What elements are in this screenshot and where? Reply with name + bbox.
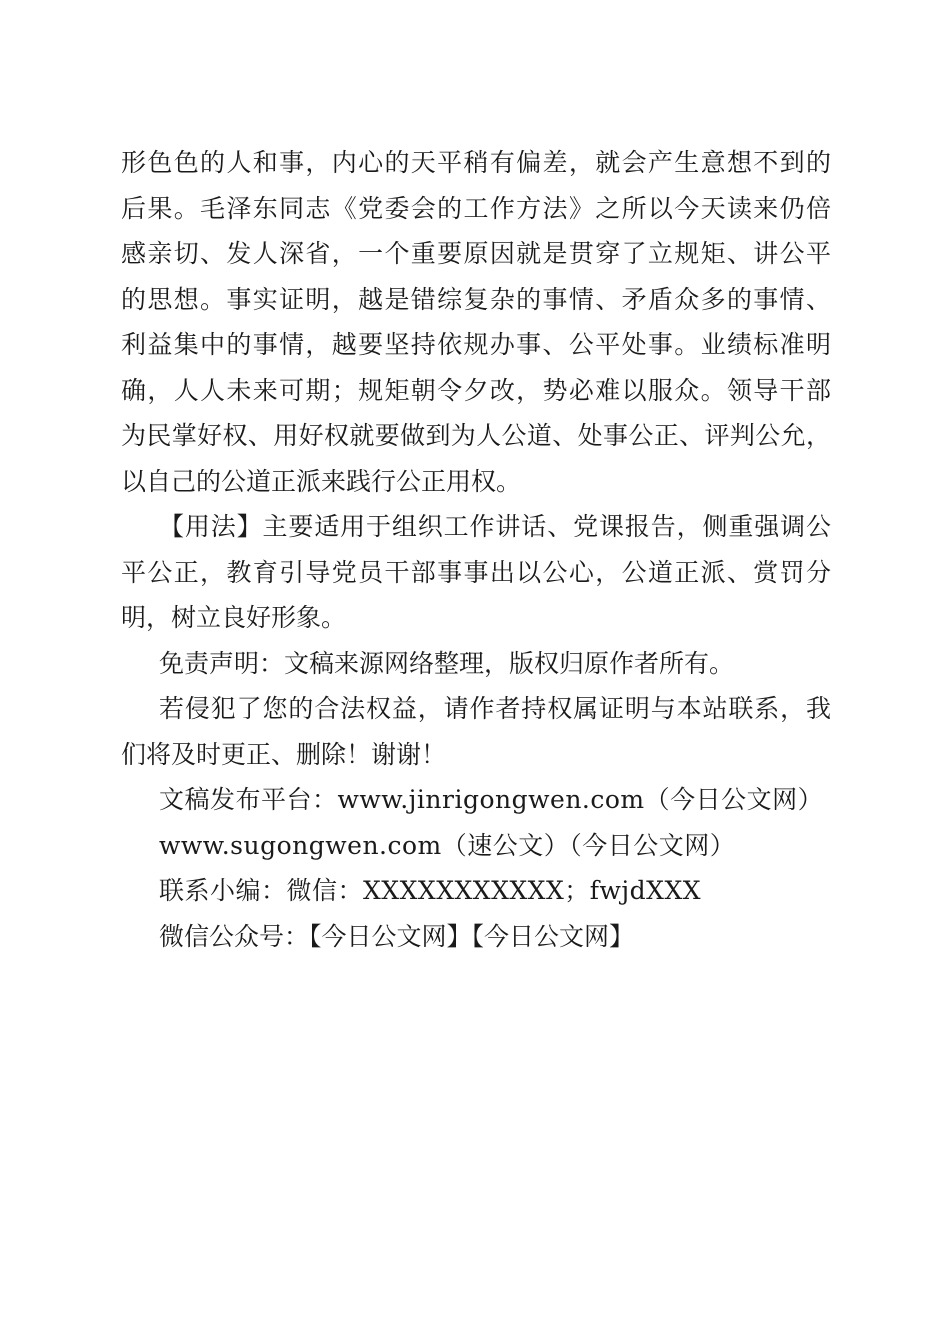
text-line: 的思想。事实证明，越是错综复杂的事情、矛盾众多的事情、	[121, 284, 831, 314]
text-line: 利益集中的事情，越要坚持依规办事、公平处事。业绩标准明	[121, 330, 831, 359]
footer-notes	[121, 641, 831, 960]
platform-text: 文稿发布平台：www.jinrigongwen.com（今日公文网）	[159, 785, 824, 814]
contact-text: 联系小编：微信：XXXXXXXXXXX；fwjdXXX	[159, 876, 702, 905]
text-line: 形色色的人和事，内心的天平稍有偏差，就会产生意想不到的	[121, 148, 831, 177]
document-body	[121, 140, 831, 959]
disclaimer-text: 免责声明：文稿来源网络整理，版权归原作者所有。	[159, 648, 735, 678]
text-line: 感亲切、发人深省，一个重要原因就是贯穿了立规矩、讲公平	[121, 239, 831, 268]
usage-line: 明，树立良好形象。	[121, 603, 347, 632]
text-line: 以自己的公道正派来践行公正用权。	[121, 466, 522, 496]
site-text: www.sugongwen.com（速公文）（今日公文网）	[159, 830, 736, 860]
text-line: 确，人人未来可期；规矩朝令夕改，势必难以服众。领导干部	[121, 375, 831, 405]
usage-line: 平公正，教育引导党员干部事事出以公心，公道正派、赏罚分	[121, 557, 831, 587]
infringement-text-line: 若侵犯了您的合法权益，请作者持权属证明与本站联系，我	[159, 694, 831, 723]
paragraph-usage	[121, 504, 831, 641]
text-line: 后果。毛泽东同志《党委会的工作方法》之所以今天读来仍倍	[121, 193, 831, 223]
text-line: 为民掌好权、用好权就要做到为人公道、处事公正、评判公允，	[121, 421, 831, 450]
infringement-text-line: 们将及时更正、删除！谢谢！	[121, 739, 447, 769]
wechat-account-text: 微信公众号：【今日公文网】【今日公文网】	[159, 921, 635, 951]
paragraph-main	[121, 140, 831, 504]
usage-line: 【用法】主要适用于组织工作讲话、党课报告，侧重强调公	[159, 512, 831, 541]
